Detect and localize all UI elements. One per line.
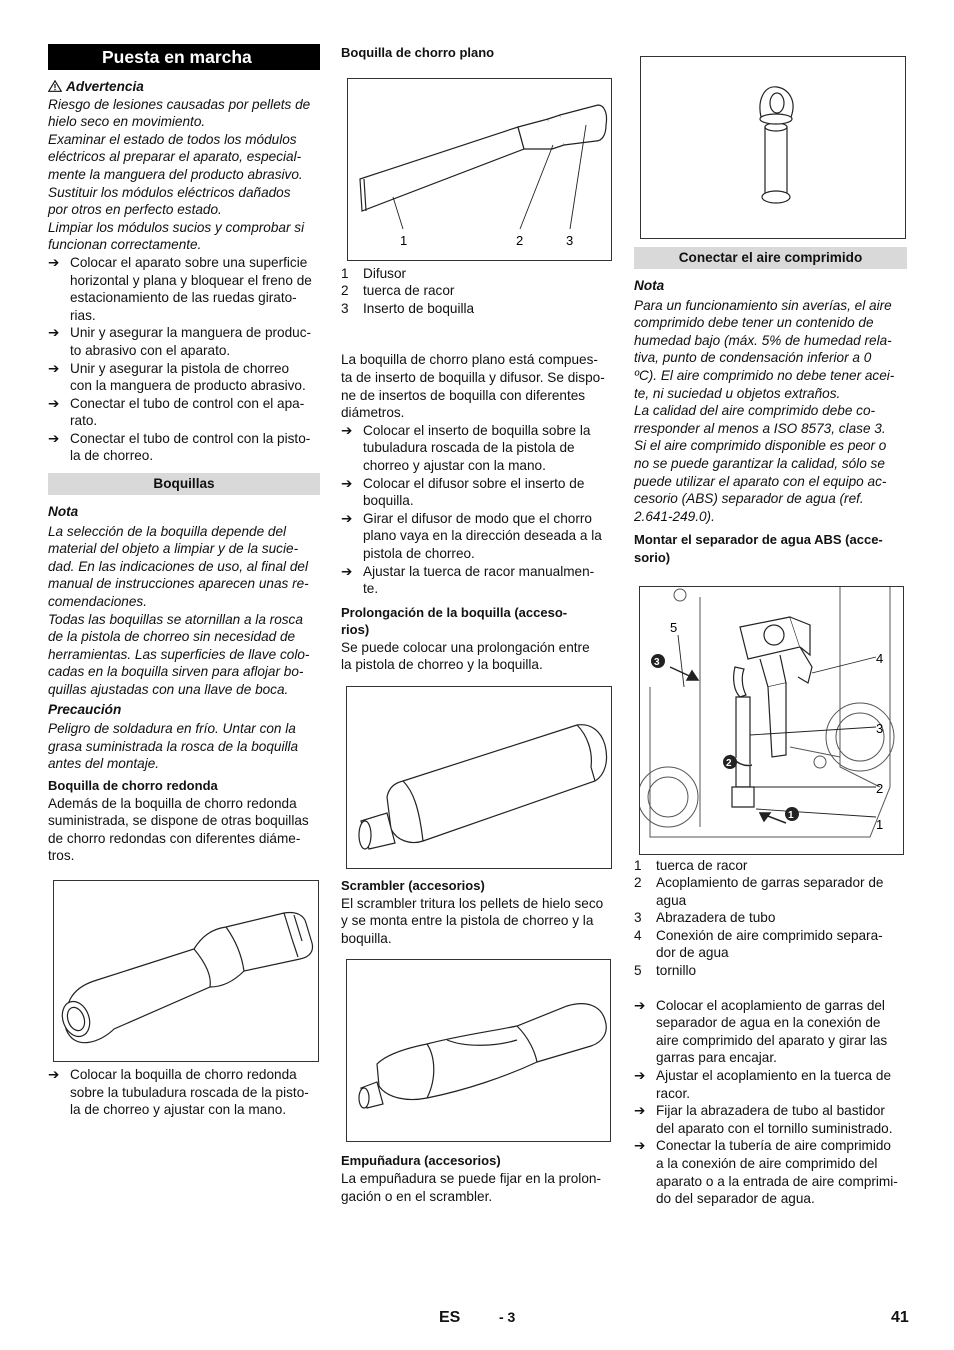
section-header-compressed-air: Conectar el aire comprimido [634, 247, 907, 269]
step-item [634, 1137, 907, 1207]
text-line: funcionan correctamente. [48, 237, 202, 253]
text-line: eléctricos al preparar el aparato, especial- [48, 149, 302, 165]
footer-language: ES [439, 1309, 461, 1326]
step-item [341, 510, 613, 563]
text-line: Para un funcionamiento sin averías, el aire [634, 297, 892, 313]
text-line: Girar el difusor de modo que el chorro [363, 510, 592, 526]
text-line: Además de la boquilla de chorro redonda [48, 795, 297, 811]
text-line: ºC). El aire comprimido no debe tener acei- [634, 367, 895, 383]
figure-water-separator [639, 586, 904, 855]
callout-label: 2 [516, 232, 524, 248]
item-number: 4 [634, 927, 642, 943]
text-line: Examinar el estado de todos los módulos [48, 131, 297, 147]
item-number: 2 [634, 875, 642, 891]
text-line: puede utilizar el aparato con el equipo ac- [634, 473, 887, 489]
text-line: del aparato con el tornillo suministrado. [656, 1120, 893, 1136]
text-line: tiva, punto de condensación inferior a 0 [634, 350, 872, 366]
figure-flat-nozzle [347, 78, 612, 261]
text-line: aire comprimido del aparato y girar las [656, 1032, 888, 1048]
step-circle-label: 3 [654, 656, 660, 668]
arrow-right-icon: ➔ [634, 1068, 646, 1084]
parts-list-separator [634, 857, 907, 980]
item-number: 5 [634, 963, 642, 979]
warning-heading-text: Advertencia [66, 79, 144, 94]
text-line: La calidad del aire comprimido debe co- [634, 403, 876, 419]
text-line: Conectar la tubería de aire comprimido [656, 1138, 891, 1154]
arrow-right-icon: ➔ [48, 430, 60, 446]
text-line: tros. [48, 848, 75, 864]
callout-label: 5 [670, 619, 678, 635]
text-line: estacionamiento de las ruedas girato- [70, 290, 297, 306]
text-line: Montar el separador de agua ABS (acce- [634, 532, 883, 548]
text-line: cadas en la boquilla sirven para aflojar bo- [48, 664, 304, 680]
warning-triangle-icon [48, 80, 62, 92]
text-line: La empuñadura se puede fijar en la prolon- [341, 1171, 601, 1187]
text-line: te, ni suciedad u objetos extraños. [634, 385, 841, 401]
item-label: tornillo [656, 963, 697, 979]
item-label: Inserto de boquilla [363, 300, 475, 316]
footer-page-number: 41 [891, 1309, 909, 1326]
text-line: El scrambler tritura los pellets de hielo seco [341, 895, 604, 911]
round-nozzle-heading: Boquilla de chorro redonda [48, 777, 218, 793]
text-line: antes del montaje. [48, 756, 160, 772]
step-item [48, 430, 320, 465]
text-line: de chorro redondas con diferentes diáme- [48, 830, 301, 846]
text-line: Si el aire comprimido disponible es peor o [634, 438, 887, 454]
arrow-right-icon: ➔ [48, 325, 60, 341]
text-line: Limpiar los módulos sucios y comprobar si [48, 219, 305, 235]
callout-label: 3 [876, 720, 884, 736]
footer-section-page: - 3 [499, 1309, 516, 1325]
text-line: Unir y asegurar la manguera de produc- [70, 325, 312, 341]
caution-text [48, 720, 320, 773]
text-line: racor. [656, 1085, 690, 1101]
text-line: Colocar el acoplamiento de garras del [656, 997, 885, 1013]
note-text [48, 523, 320, 699]
step-item [634, 1067, 907, 1102]
text-line: la de chorreo y ajustar con la mano. [70, 1102, 287, 1118]
column-middle [341, 44, 613, 1205]
text-line: La boquilla de chorro plano está compues- [341, 352, 598, 368]
arrow-right-icon: ➔ [341, 563, 353, 579]
callout-label: 1 [876, 816, 884, 832]
step-item [48, 395, 320, 430]
text-line: por otros en perfecto estado. [48, 202, 222, 218]
text-line: pistola de chorreo. [363, 545, 475, 561]
text-line: diámetros. [341, 405, 405, 421]
text-line: de la pistola de chorreo sin necesidad de [48, 629, 296, 645]
note-heading: Nota [48, 504, 79, 520]
flat-nozzle-heading: Boquilla de chorro plano [341, 45, 495, 60]
text-line: Colocar el inserto de boquilla sobre la [363, 422, 591, 438]
round-nozzle-illustration [54, 881, 318, 1061]
text-line: mente la manguera del producto abrasivo. [48, 166, 303, 182]
note-heading: Nota [634, 278, 665, 293]
text-line: Fijar la abrazadera de tubo al bastidor [656, 1103, 885, 1119]
text-line: con la manguera de producto abrasivo. [70, 378, 306, 394]
arrow-right-icon: ➔ [48, 254, 60, 270]
column-right [634, 44, 907, 1208]
text-line: boquilla. [341, 930, 392, 946]
text-line: Conectar el tubo de control con el apa- [70, 395, 305, 411]
item-label: Abrazadera de tubo [656, 910, 776, 926]
item-label: agua [656, 892, 687, 908]
step-item [341, 563, 613, 598]
section-title-puesta-en-marcha: Puesta en marcha [48, 44, 320, 70]
figure-round-nozzle [53, 880, 319, 1062]
text-line: dad. En las indicaciones de uso, al final del [48, 558, 308, 574]
list-item [634, 927, 907, 962]
item-label: dor de agua [656, 945, 729, 961]
item-label: Acoplamiento de garras separador de [656, 875, 884, 891]
list-item [341, 282, 613, 300]
step-item [341, 422, 613, 475]
text-line: Conectar el tubo de control con la pisto- [70, 430, 311, 446]
text-line: comendaciones. [48, 594, 147, 610]
text-line: separador de agua en la conexión de [656, 1015, 881, 1031]
step-circle-label: 1 [788, 809, 794, 821]
text-line: ne de insertos de boquilla con diferentes [341, 387, 586, 403]
text-line: horizontal y plana y bloquear el freno de [70, 272, 312, 288]
text-line: rias. [70, 307, 96, 323]
text-line: te. [363, 581, 379, 597]
callout-label: 4 [876, 650, 884, 666]
arrow-right-icon: ➔ [48, 360, 60, 376]
text-line: Colocar la boquilla de chorro redonda [70, 1066, 297, 1082]
text-line: gación o en el scrambler. [341, 1188, 493, 1204]
arrow-right-icon: ➔ [48, 395, 60, 411]
water-separator-illustration [640, 587, 903, 854]
list-item [634, 909, 907, 927]
step-item [341, 475, 613, 510]
text-line: Prolongación de la boquilla (acceso- [341, 604, 568, 620]
text-line: do del separador de agua. [656, 1191, 815, 1207]
text-line: aparato o a la entrada de aire comprimi- [656, 1173, 898, 1189]
text-line: rato. [70, 413, 98, 429]
text-line: suministrada, se dispone de otras boquillas [48, 813, 309, 829]
arrow-right-icon: ➔ [634, 1103, 646, 1119]
item-label: Difusor [363, 265, 407, 281]
text-line: 2.641-249.0). [634, 508, 715, 524]
step-item [634, 1102, 907, 1137]
item-label: tuerca de racor [363, 283, 455, 299]
text-line: herramientas. Las superficies de llave colo- [48, 646, 310, 662]
step-circle-label: 2 [726, 757, 732, 769]
round-nozzle-text [48, 795, 320, 865]
warning-text [48, 96, 320, 254]
item-label: tuerca de racor [656, 857, 748, 873]
text-line: y se monta entre la pistola de chorreo y la [341, 913, 594, 929]
text-line: Se puede colocar una prolongación entre [341, 639, 590, 655]
text-line: manual de instrucciones aparecen unas re- [48, 576, 309, 592]
extension-illustration [347, 687, 611, 868]
text-line: Riesgo de lesiones causadas por pellets de [48, 96, 311, 112]
text-line: chorreo y ajustar con la mano. [363, 457, 546, 473]
list-item [634, 874, 907, 909]
item-label: Conexión de aire comprimido separa- [656, 927, 883, 943]
text-line: rresponder al menos a ISO 8573, clase 3. [634, 420, 886, 436]
list-item [341, 265, 613, 283]
step-item [48, 360, 320, 395]
text-line: material del objeto a limpiar y de la sucie- [48, 541, 299, 557]
list-item [341, 300, 613, 318]
text-line: comprimido debe tener un contenido de [634, 315, 874, 331]
text-line: Ajustar la tuerca de racor manualmen- [363, 563, 595, 579]
item-number: 3 [341, 300, 349, 316]
flat-nozzle-text [341, 351, 613, 421]
arrow-right-icon: ➔ [634, 997, 646, 1013]
arrow-right-icon: ➔ [634, 1138, 646, 1154]
item-number: 1 [341, 265, 349, 281]
text-line: no se puede garantizar la calidad, sólo se [634, 455, 885, 471]
step-item [48, 254, 320, 324]
caution-heading: Precaución [48, 701, 122, 717]
extension-text [341, 639, 613, 674]
text-line: tubuladura roscada de la pistola de [363, 440, 575, 456]
text-line: humedad bajo (máx. 5% de humedad rela- [634, 332, 892, 348]
step-item [48, 324, 320, 359]
text-line: grasa suministrada la rosca de la boquilla [48, 738, 299, 754]
text-line: Colocar el difusor sobre el inserto de [363, 475, 585, 491]
step-item [48, 1066, 320, 1119]
figure-scrambler [346, 959, 611, 1142]
text-line: Unir y asegurar la pistola de chorreo [70, 360, 290, 376]
text-line: Ajustar el acoplamiento en la tuerca de [656, 1068, 892, 1084]
text-line: ta de inserto de boquilla y difusor. Se dispo- [341, 369, 605, 385]
warning-heading [48, 78, 320, 96]
grip-text [341, 1170, 613, 1205]
text-line: Peligro de soldadura en frío. Untar con la [48, 721, 296, 737]
grip-illustration [641, 57, 905, 238]
arrow-right-icon: ➔ [341, 422, 353, 438]
text-line: Todas las boquillas se atornillan a la rosca [48, 611, 303, 627]
flat-nozzle-illustration [348, 79, 611, 260]
step-item [634, 997, 907, 1067]
text-line: quillas ajustadas con una llave de boca. [48, 682, 289, 697]
text-line: La selección de la boquilla depende del [48, 523, 287, 539]
callout-label: 3 [566, 232, 574, 248]
note-text [634, 297, 907, 526]
item-number: 2 [341, 283, 349, 299]
scrambler-heading: Scrambler (accesorios) [341, 878, 485, 894]
text-line: la de chorreo. [70, 448, 154, 464]
text-line: sobre la tubuladura roscada de la pisto- [70, 1084, 309, 1100]
scrambler-text [341, 895, 613, 948]
text-line: cesorio (ABS) separador de agua (ref. [634, 491, 864, 507]
abs-heading [634, 531, 907, 566]
list-item [634, 962, 907, 980]
scrambler-illustration [347, 960, 610, 1141]
text-line: Colocar el aparato sobre una superficie [70, 254, 308, 270]
text-line: boquilla. [363, 493, 414, 509]
text-line: sorio) [634, 549, 671, 565]
figure-grip [640, 56, 906, 239]
grip-heading: Empuñadura (accesorios) [341, 1153, 501, 1169]
text-line: to abrasivo con el aparato. [70, 342, 231, 358]
parts-list-flat [341, 265, 613, 318]
text-line: rios) [341, 622, 370, 638]
text-line: garras para encajar. [656, 1050, 777, 1066]
callout-label: 2 [876, 780, 884, 796]
text-line: hielo seco en movimiento. [48, 114, 206, 130]
arrow-right-icon: ➔ [341, 510, 353, 526]
section-header-boquillas: Boquillas [48, 473, 320, 495]
item-number: 1 [634, 857, 642, 873]
item-number: 3 [634, 910, 642, 926]
text-line: plano vaya en la dirección deseada a la [363, 528, 602, 544]
text-line: la pistola de chorreo y la boquilla. [341, 657, 543, 673]
figure-extension [346, 686, 612, 869]
column-left [48, 44, 320, 1119]
extension-heading [341, 604, 613, 639]
text-line: a la conexión de aire comprimido del [656, 1156, 878, 1171]
list-item [634, 857, 907, 875]
text-line: Sustituir los módulos eléctricos dañados [48, 184, 291, 200]
arrow-right-icon: ➔ [48, 1066, 60, 1082]
callout-label: 1 [400, 232, 408, 248]
arrow-right-icon: ➔ [341, 475, 353, 491]
